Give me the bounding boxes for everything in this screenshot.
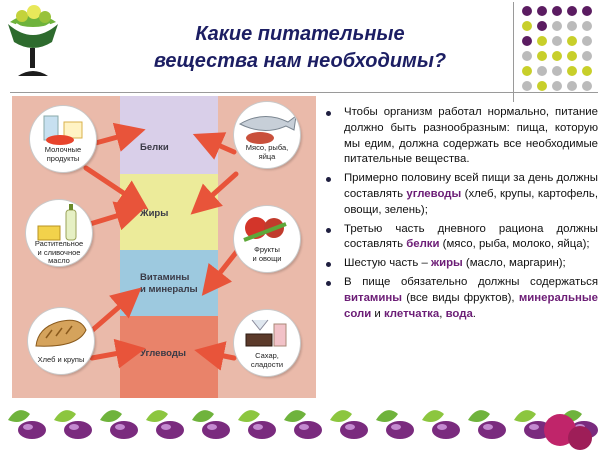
decorative-plum-highlight <box>115 424 125 430</box>
decorative-dot <box>582 81 592 91</box>
bullet-item-vitamins: В пище обязательно должны содержаться витамины (все виды фруктов), минеральные соли и клетчатка, вода. <box>322 275 598 322</box>
band-label-vitamins: Витамины и минералы <box>140 272 198 295</box>
arrow-oils-fats <box>90 210 136 224</box>
bullet-dot-icon <box>326 281 331 286</box>
decorative-dot <box>567 66 577 76</box>
decorative-cherry <box>568 426 592 450</box>
decorative-plum <box>340 421 368 439</box>
keyword-minerals: минеральные соли <box>344 291 598 320</box>
decorative-leaf <box>8 410 30 422</box>
keyword-carbs: углеводы <box>406 187 462 200</box>
decorative-plum-highlight <box>299 424 309 430</box>
circle-dairy: Молочные продукты <box>30 106 96 172</box>
nutrients-diagram <box>12 96 316 398</box>
decorative-dot <box>522 21 532 31</box>
decorative-plum <box>478 421 506 439</box>
decorative-dot <box>567 81 577 91</box>
decorative-leaf <box>376 410 398 422</box>
decorative-dot <box>537 66 547 76</box>
circle-meat: Мясо, рыба, яйца <box>234 102 300 168</box>
band-label-proteins: Белки <box>140 142 169 153</box>
circle-sugar: Сахар, сладости <box>234 310 300 376</box>
decorative-leaf <box>330 410 352 422</box>
decorative-plum-highlight <box>437 424 447 430</box>
decorative-leaf <box>422 410 444 422</box>
decorative-leaf <box>54 410 76 422</box>
decorative-dot <box>582 21 592 31</box>
decorative-dot <box>552 81 562 91</box>
decorative-plum-highlight <box>69 424 79 430</box>
decorative-dot <box>552 21 562 31</box>
decorative-plum <box>248 421 276 439</box>
decorative-dot <box>567 36 577 46</box>
decorative-dot <box>537 6 547 16</box>
keyword-vitamins: витамины <box>344 291 402 304</box>
decorative-leaf <box>468 410 490 422</box>
decorative-plum-highlight <box>483 424 493 430</box>
band-label-carbs: Углеводы <box>140 348 186 359</box>
decorative-plum-highlight <box>161 424 171 430</box>
arrow-meat-proteins <box>202 138 234 152</box>
decorative-dot-grid-icon <box>521 5 597 97</box>
decorative-dot <box>522 36 532 46</box>
decorative-dot <box>522 81 532 91</box>
arrow-meat-fats <box>198 174 236 208</box>
arrow-dairy-fats <box>86 168 140 204</box>
decorative-leaf <box>146 410 168 422</box>
decorative-leaf <box>100 410 122 422</box>
band-label-fats: Жиры <box>140 208 169 219</box>
decorative-plum <box>294 421 322 439</box>
decorative-dot <box>537 51 547 61</box>
decorative-plum <box>156 421 184 439</box>
arrow-sugar-carbs <box>204 352 234 358</box>
decorative-leaf <box>192 410 214 422</box>
fruit-glass-logo-icon <box>4 2 62 82</box>
bullet-item-carbs: Примерно половину всей пищи за день должны составлять углеводы (хлеб, крупы, картофель, овощи, зелень); <box>322 171 598 218</box>
decorative-dot <box>552 51 562 61</box>
keyword-proteins: белки <box>406 238 440 251</box>
decorative-dot <box>522 51 532 61</box>
decorative-plum <box>110 421 138 439</box>
decorative-dot <box>552 6 562 16</box>
bullet-item-fats: Шестую часть – жиры (масло, маргарин); <box>322 256 598 272</box>
circle-fruits: Фрукты и овощи <box>234 206 300 272</box>
decorative-plum <box>386 421 414 439</box>
decorative-plum <box>432 421 460 439</box>
decorative-dot <box>582 66 592 76</box>
page-title <box>98 21 502 75</box>
arrow-bread-carbs <box>92 350 136 358</box>
decorative-dot <box>552 36 562 46</box>
bullet-list <box>322 105 598 325</box>
decorative-plum-highlight <box>529 424 539 430</box>
arrow-dairy-proteins <box>92 132 136 144</box>
title-line-2: вещества нам необходимы? <box>153 50 447 72</box>
decorative-dot <box>567 6 577 16</box>
decorative-plum-highlight <box>207 424 217 430</box>
keyword-water: вода <box>445 307 473 320</box>
decorative-dot <box>582 6 592 16</box>
vertical-divider <box>513 2 514 102</box>
title-line-1: Какие питательные <box>195 23 405 45</box>
decorative-fruit-border-icon <box>0 400 600 450</box>
decorative-plum-highlight <box>345 424 355 430</box>
bullet-dot-icon <box>326 228 331 233</box>
bullet-dot-icon <box>326 262 331 267</box>
horizontal-divider <box>10 92 598 93</box>
decorative-plum-highlight <box>391 424 401 430</box>
decorative-dot <box>582 36 592 46</box>
decorative-dot <box>522 66 532 76</box>
bullet-item-proteins: Третью часть дневного рациона должны составлять белки (мясо, рыба, молоко, яйца); <box>322 222 598 254</box>
decorative-dot <box>537 36 547 46</box>
keyword-fats: жиры <box>431 257 463 270</box>
decorative-dot <box>537 21 547 31</box>
decorative-dot <box>522 6 532 16</box>
decorative-plum <box>202 421 230 439</box>
bullet-dot-icon <box>326 111 331 116</box>
decorative-dot <box>567 51 577 61</box>
decorative-dot <box>582 51 592 61</box>
keyword-fiber: клетчатка <box>383 307 440 320</box>
decorative-dot <box>552 66 562 76</box>
decorative-plum-highlight <box>253 424 263 430</box>
decorative-leaf <box>238 410 260 422</box>
decorative-leaf <box>284 410 306 422</box>
circle-oils: Растительное и сливочное масло <box>26 200 92 266</box>
bullet-dot-icon <box>326 177 331 182</box>
circle-bread: Хлеб и крупы <box>28 308 94 374</box>
decorative-dot <box>567 21 577 31</box>
decorative-leaf <box>514 410 536 422</box>
decorative-plum-highlight <box>23 424 33 430</box>
bullet-item-variety: Чтобы организм работал нормально, питание должно быть разнообразным: пища, которую мы едим, должна содержать все необходимые питательные вещества. <box>322 105 598 168</box>
decorative-plum <box>18 421 46 439</box>
decorative-plum <box>64 421 92 439</box>
decorative-dot <box>537 81 547 91</box>
arrow-bread-vitamins <box>88 294 134 334</box>
